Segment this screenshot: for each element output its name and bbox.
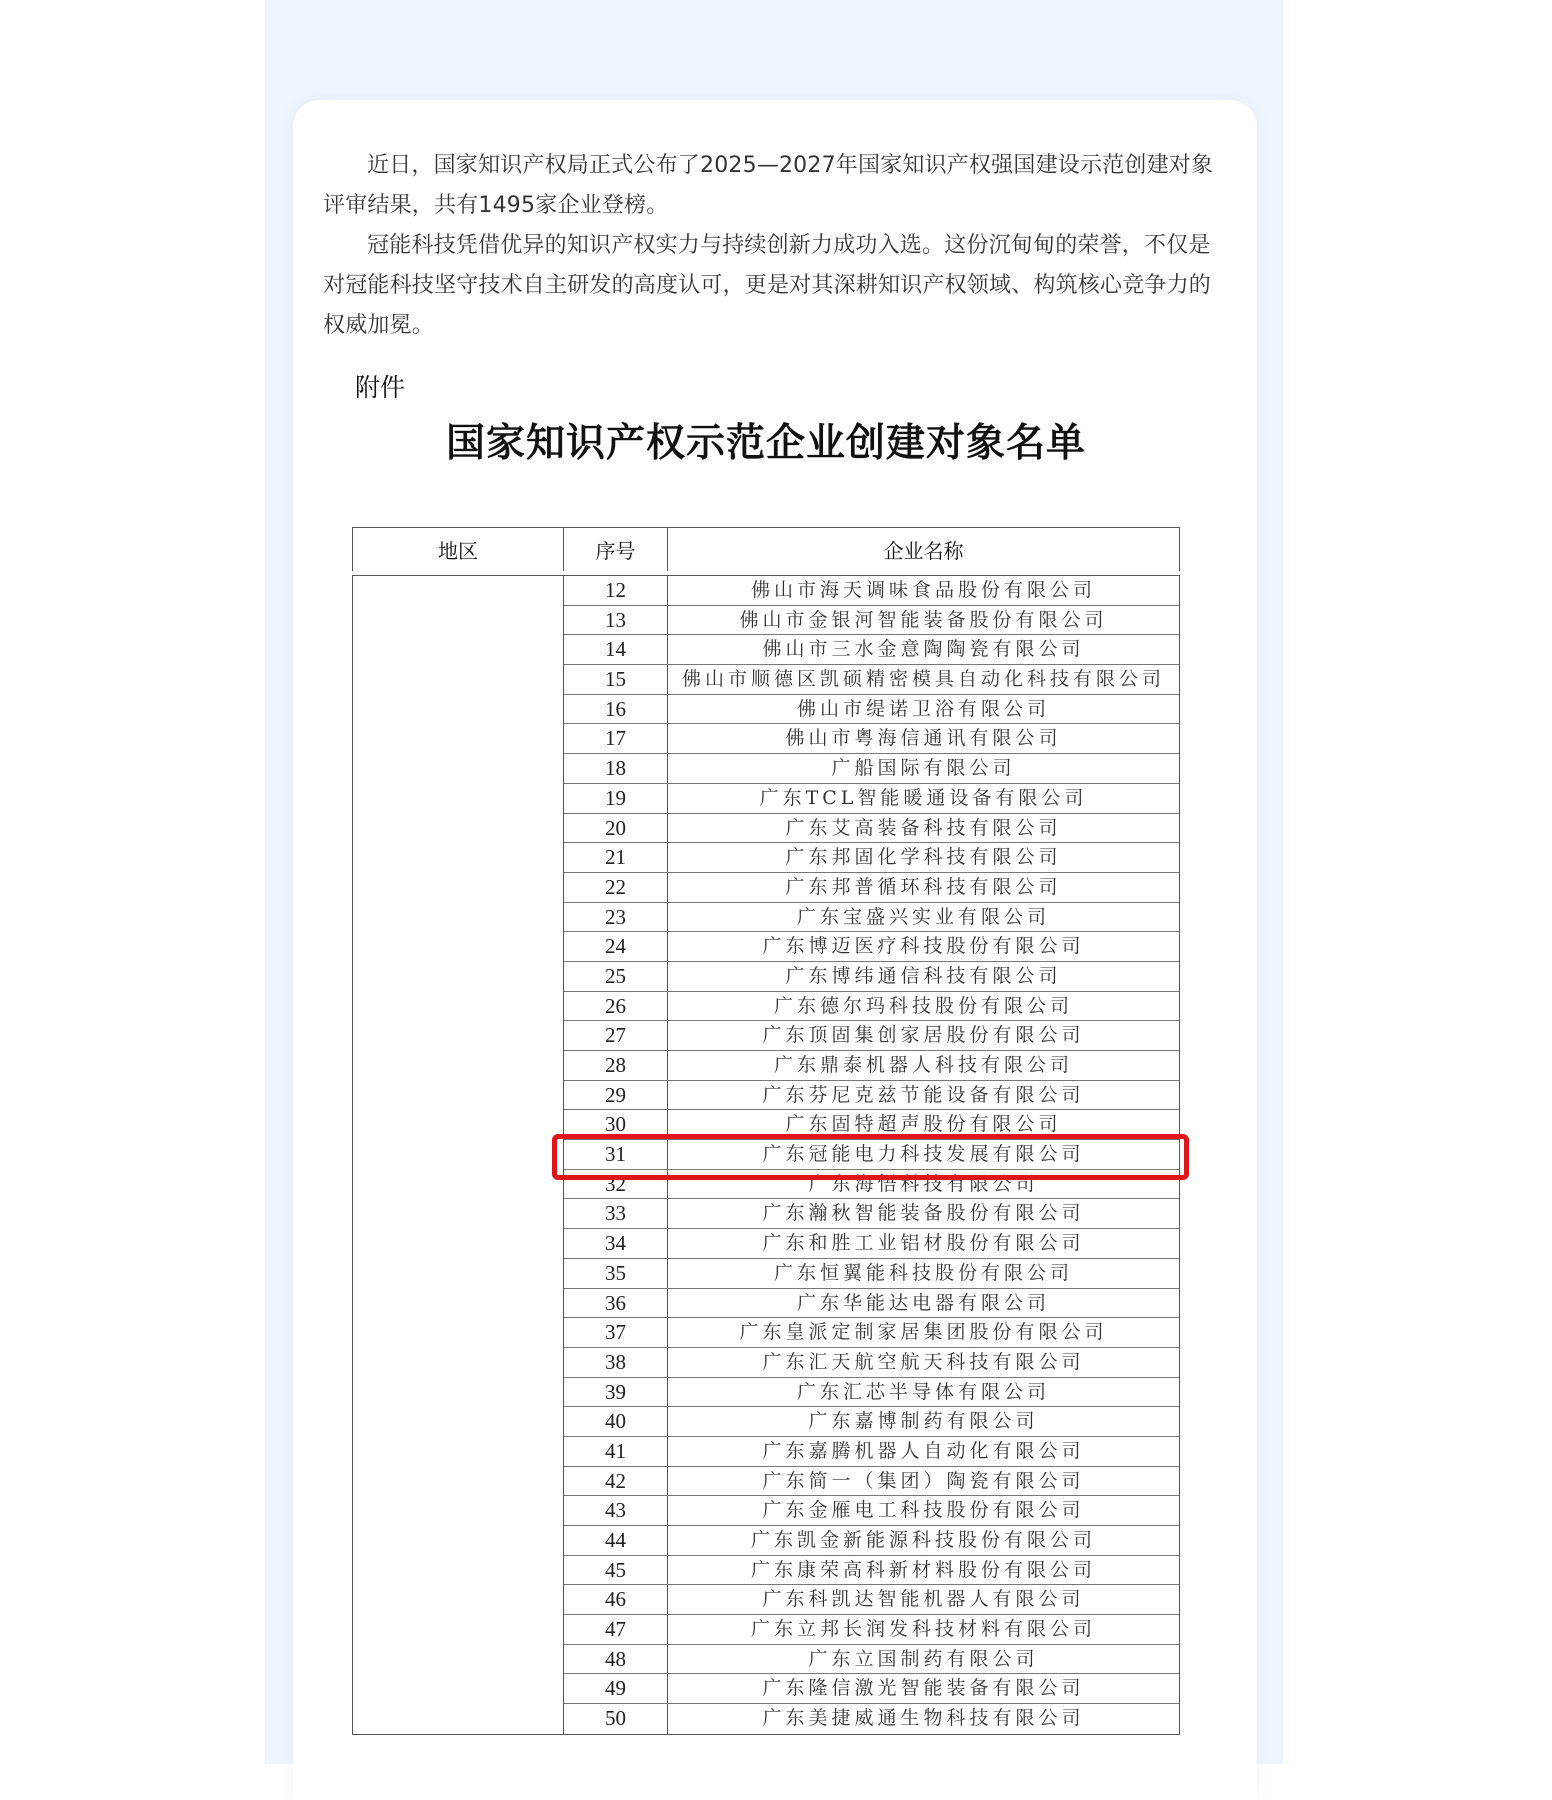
table-row <box>564 1021 1179 1051</box>
serial-number-cell: 29 <box>564 1081 668 1110</box>
serial-number-cell: 35 <box>564 1259 668 1288</box>
company-name-cell: 广东恒翼能科技股份有限公司 <box>773 1261 1073 1284</box>
table-row <box>564 1259 1179 1289</box>
company-name-cell: 广东立邦长润发科技材料有限公司 <box>750 1618 1096 1641</box>
attachment-label: 附件 <box>355 373 406 402</box>
company-name-cell: 广东立国制药有限公司 <box>808 1647 1039 1670</box>
serial-number-cell: 18 <box>564 754 668 783</box>
company-name-cell: 广东金雁电工科技股份有限公司 <box>762 1499 1085 1522</box>
article-paragraph-2: 冠能科技凭借优异的知识产权实力与持续创新力成功入选。这份沉甸甸的荣誉，不仅是对冠能科技坚守技术自主研发的高度认可，更是对其深耕知识产权领域、构筑核心竞争力的权威加冕。 <box>323 233 1212 338</box>
serial-number-cell: 38 <box>564 1348 668 1377</box>
table-row <box>564 1526 1179 1556</box>
company-list-table <box>352 527 1180 1735</box>
serial-number-cell: 30 <box>564 1110 668 1139</box>
table-row <box>564 992 1179 1022</box>
table-row <box>564 1229 1179 1259</box>
company-name-cell: 广东皇派定制家居集团股份有限公司 <box>739 1321 1108 1344</box>
serial-number-cell: 26 <box>564 992 668 1021</box>
article-paragraph-1: 近日，国家知识产权局正式公布了2025—2027年国家知识产权强国建设示范创建对象评审结果，共有1495家企业登榜。 <box>323 153 1214 218</box>
company-name-cell: 广东博纬通信科技有限公司 <box>785 964 1062 987</box>
serial-number-cell: 46 <box>564 1585 668 1614</box>
header-serial-number: 序号 <box>564 528 668 571</box>
table-row <box>564 1110 1179 1140</box>
serial-number-cell: 32 <box>564 1170 668 1199</box>
company-name-cell: 广东鼎泰机器人科技有限公司 <box>773 1054 1073 1076</box>
serial-number-cell: 23 <box>564 903 668 932</box>
serial-number-cell: 14 <box>564 635 668 664</box>
company-name-cell: 广东嘉腾机器人自动化有限公司 <box>762 1439 1085 1462</box>
table-rows <box>564 576 1179 1734</box>
company-name-cell: 广东邦普循环科技有限公司 <box>785 875 1062 898</box>
serial-number-cell: 49 <box>564 1674 668 1703</box>
company-name-cell: 广东顶固集创家居股份有限公司 <box>762 1024 1085 1047</box>
table-row <box>564 903 1179 933</box>
table-row <box>564 784 1179 814</box>
company-name-cell: 广东简一（集团）陶瓷有限公司 <box>762 1469 1085 1492</box>
serial-number-cell: 41 <box>564 1437 668 1466</box>
table-row <box>564 635 1179 665</box>
company-name-cell: 广东汇芯半导体有限公司 <box>796 1380 1050 1403</box>
document-title: 国家知识产权示范企业创建对象名单 <box>445 420 1086 466</box>
company-name-cell: 广东康荣高科新材料股份有限公司 <box>750 1558 1096 1581</box>
table-row <box>564 1467 1179 1497</box>
company-name-cell: 佛山市粤海信通讯有限公司 <box>785 727 1062 750</box>
serial-number-cell: 45 <box>564 1556 668 1585</box>
company-name-cell: 广东TCL智能暖通设备有限公司 <box>759 786 1088 809</box>
table-row <box>564 1437 1179 1467</box>
company-name-cell: 佛山市缇诺卫浴有限公司 <box>796 697 1050 720</box>
company-name-cell: 广东冠能电力科技发展有限公司 <box>762 1143 1085 1166</box>
table-row <box>564 962 1179 992</box>
company-name-cell: 广东芬尼克兹节能设备有限公司 <box>762 1083 1085 1106</box>
company-name-cell: 广东凯金新能源科技股份有限公司 <box>750 1529 1096 1551</box>
serial-number-cell: 27 <box>564 1021 668 1050</box>
table-row <box>564 1704 1179 1734</box>
table-row <box>564 1615 1179 1645</box>
company-name-cell: 广东和胜工业铝材股份有限公司 <box>762 1232 1085 1255</box>
serial-number-cell: 42 <box>564 1467 668 1496</box>
serial-number-cell: 15 <box>564 665 668 694</box>
serial-number-cell: 16 <box>564 695 668 724</box>
company-name-cell: 广东华能达电器有限公司 <box>796 1291 1050 1314</box>
serial-number-cell: 43 <box>564 1496 668 1525</box>
table-row <box>564 695 1179 725</box>
table-row <box>564 1645 1179 1675</box>
table-row <box>564 576 1179 606</box>
table-row <box>564 606 1179 636</box>
company-name-cell: 广东海悟科技有限公司 <box>808 1172 1039 1195</box>
table-row <box>564 665 1179 695</box>
serial-number-cell: 48 <box>564 1645 668 1674</box>
table-row <box>564 814 1179 844</box>
company-name-cell: 广东科凯达智能机器人有限公司 <box>762 1588 1085 1611</box>
company-name-cell: 广东瀚秋智能装备股份有限公司 <box>762 1202 1085 1225</box>
table-row <box>564 1496 1179 1526</box>
serial-number-cell: 24 <box>564 932 668 961</box>
table-row <box>564 754 1179 784</box>
serial-number-cell: 21 <box>564 843 668 872</box>
serial-number-cell: 47 <box>564 1615 668 1644</box>
serial-number-cell: 22 <box>564 873 668 902</box>
serial-number-cell: 40 <box>564 1407 668 1436</box>
serial-number-cell: 25 <box>564 962 668 991</box>
table-row <box>564 1585 1179 1615</box>
table-row <box>564 1407 1179 1437</box>
company-name-cell: 广东嘉博制药有限公司 <box>808 1410 1039 1433</box>
serial-number-cell: 20 <box>564 814 668 843</box>
table-row <box>564 1674 1179 1704</box>
company-name-cell: 广东邦固化学科技有限公司 <box>785 846 1062 869</box>
company-name-cell: 广东艾高装备科技有限公司 <box>785 816 1062 839</box>
table-row <box>564 932 1179 962</box>
header-region: 地区 <box>353 528 564 571</box>
table-row <box>564 1348 1179 1378</box>
serial-number-cell: 39 <box>564 1378 668 1407</box>
serial-number-cell: 50 <box>564 1704 668 1734</box>
company-name-cell: 广东隆信激光智能装备有限公司 <box>762 1677 1085 1700</box>
table-body <box>352 575 1180 1735</box>
article-body <box>323 146 1229 346</box>
company-name-cell: 广东宝盛兴实业有限公司 <box>796 905 1050 928</box>
company-name-cell: 广东固特超声股份有限公司 <box>785 1113 1062 1136</box>
company-name-cell: 广东德尔玛科技股份有限公司 <box>773 994 1073 1017</box>
company-name-cell: 广东美捷威通生物科技有限公司 <box>762 1707 1085 1730</box>
table-row <box>564 1289 1179 1319</box>
company-name-cell: 广东汇天航空航天科技有限公司 <box>762 1350 1085 1373</box>
table-row-highlighted <box>564 1140 1179 1170</box>
company-name-cell: 广东博迈医疗科技股份有限公司 <box>762 935 1085 958</box>
company-name-cell: 佛山市金银河智能装备股份有限公司 <box>739 608 1108 631</box>
serial-number-cell: 34 <box>564 1229 668 1258</box>
table-row <box>564 1081 1179 1111</box>
table-row <box>564 1318 1179 1348</box>
serial-number-cell: 37 <box>564 1318 668 1347</box>
serial-number-cell: 31 <box>564 1140 668 1169</box>
company-name-cell: 佛山市三水金意陶陶瓷有限公司 <box>762 638 1085 661</box>
company-name-cell: 广船国际有限公司 <box>831 757 1016 780</box>
header-company-name: 企业名称 <box>883 539 964 563</box>
serial-number-cell: 36 <box>564 1289 668 1318</box>
serial-number-cell: 19 <box>564 784 668 813</box>
serial-number-cell: 44 <box>564 1526 668 1555</box>
serial-number-cell: 17 <box>564 724 668 753</box>
serial-number-cell: 13 <box>564 606 668 635</box>
table-row <box>564 1170 1179 1200</box>
serial-number-cell: 33 <box>564 1199 668 1228</box>
company-name-cell: 佛山市顺德区凯硕精密模具自动化科技有限公司 <box>681 668 1165 691</box>
table-row <box>564 843 1179 873</box>
serial-number-cell: 28 <box>564 1051 668 1080</box>
company-name-cell: 佛山市海天调味食品股份有限公司 <box>750 579 1096 601</box>
serial-number-cell: 12 <box>564 576 668 605</box>
region-cell <box>353 576 564 1734</box>
table-row <box>564 1378 1179 1408</box>
table-row <box>564 873 1179 903</box>
table-row <box>564 1556 1179 1586</box>
table-row <box>564 1199 1179 1229</box>
table-header <box>352 527 1180 571</box>
table-row <box>564 724 1179 754</box>
table-row <box>564 1051 1179 1081</box>
